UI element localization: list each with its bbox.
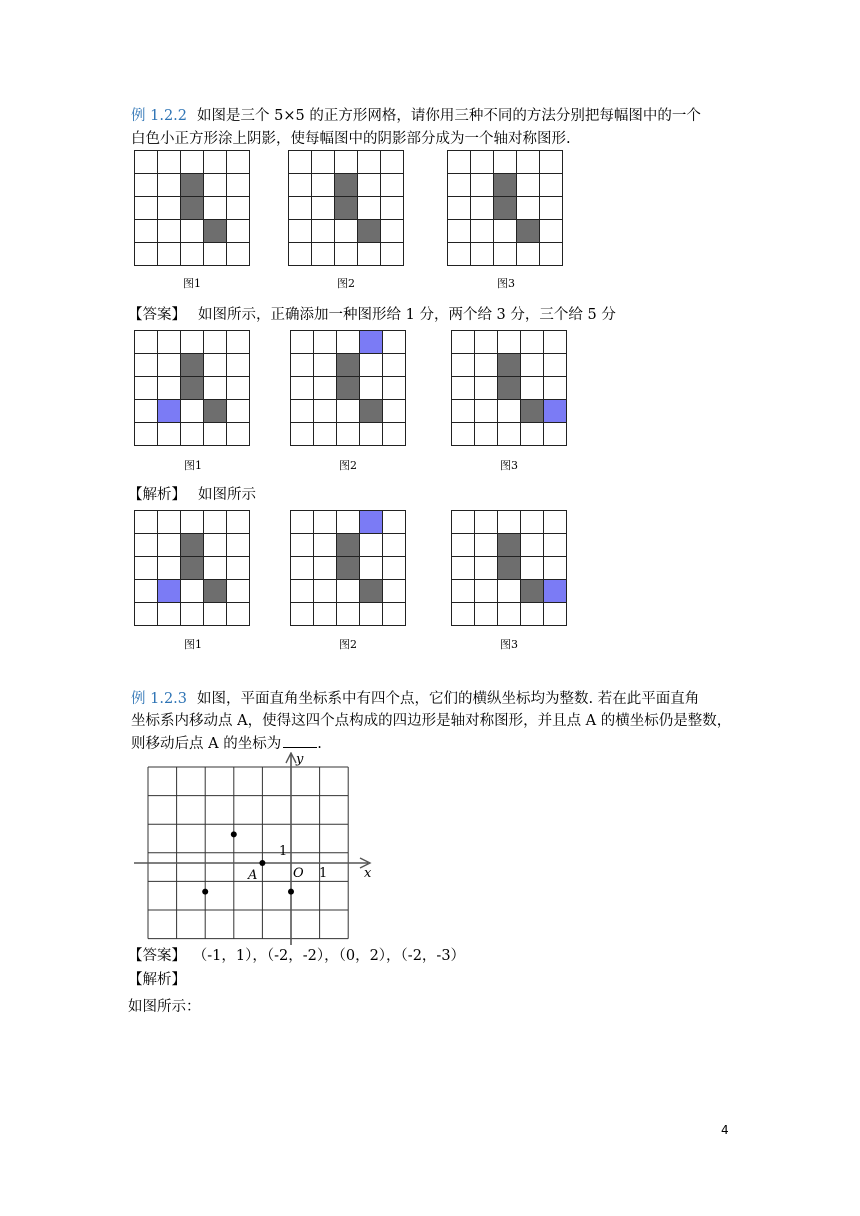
grid-cell [494,220,517,243]
y-unit-label: 1 [279,844,288,859]
grid-cell [540,243,563,266]
grid-cell [289,243,312,266]
grid-cell [544,423,567,446]
grid-cell [314,354,337,377]
grid-cell [135,400,158,423]
grid-cell-shaded [498,377,521,400]
grid-cell [227,354,250,377]
point-a-label: A [248,868,258,883]
grid-cell [158,534,181,557]
grid-cell [314,331,337,354]
grid-cell [383,603,406,626]
grid-cell [517,174,540,197]
x-axis [134,858,370,868]
grid-cell [227,377,250,400]
grid-cell [291,400,314,423]
grid-cell [452,400,475,423]
grid-cell [544,377,567,400]
analysis-caption-2: 图2 [339,638,357,651]
grid-cell [158,151,181,174]
grid-cell-shaded [335,174,358,197]
grid-cell-shaded [204,220,227,243]
grid-cell [452,557,475,580]
grid-cell [204,331,227,354]
grid-cell [158,243,181,266]
grid-cell [475,557,498,580]
grid-cell [312,151,335,174]
grid-cell [475,354,498,377]
grid-cell-shaded [494,174,517,197]
analysis-222-line [128,485,256,505]
grid-cell [498,603,521,626]
grid-cell [498,331,521,354]
grid-cell [135,557,158,580]
grid-cell [312,174,335,197]
grid-cell [475,423,498,446]
grid-cell [475,534,498,557]
grid-cell-shaded [521,580,544,603]
grid-cell [291,354,314,377]
grid-cell [181,511,204,534]
grid-cell [452,534,475,557]
grid-cell [204,603,227,626]
grid-cell-shaded [498,557,521,580]
grid-cell [381,197,404,220]
question-caption-2: 图2 [337,277,355,290]
grid-cell [204,243,227,266]
grid-cell [540,151,563,174]
grid-cell [540,220,563,243]
answer-grid-3 [451,330,567,446]
grid-cell [181,331,204,354]
grid-cell [475,400,498,423]
grid-cell [158,377,181,400]
example-222-line-1 [131,106,701,126]
grid-cell [337,580,360,603]
grid-cell [448,197,471,220]
grid-cell [335,151,358,174]
answer-223-label: 【答案】 [128,948,186,964]
example-223-label: 例 1.2.3 [131,691,188,707]
answer-222-line [128,305,616,325]
answer-caption-2: 图2 [339,459,357,472]
analysis-caption-3: 图3 [500,638,518,651]
grid-cell [544,354,567,377]
grid-cell-shaded [358,220,381,243]
example-223-text-3: 则移动后点 A 的坐标为 [131,736,282,752]
question-caption-3: 图3 [497,277,515,290]
grid-cell [227,603,250,626]
grid-cell-shaded [360,400,383,423]
grid-cell [517,151,540,174]
grid-cell-shaded [494,197,517,220]
y-axis [286,753,296,945]
grid-cell [337,423,360,446]
grid-cell [383,377,406,400]
grid-cell [314,580,337,603]
grid-cell [494,243,517,266]
grid-cell [291,423,314,446]
grid-cell [381,174,404,197]
example-223-line-1 [131,689,699,709]
grid-cell [135,580,158,603]
question-grid-3 [447,150,563,266]
grid-cell [314,423,337,446]
grid-cell [452,580,475,603]
grid-cell-added [544,400,567,423]
grid-cell [383,557,406,580]
grid-cell [475,377,498,400]
grid-cell [381,243,404,266]
grid-cell [227,400,250,423]
grid-cell-shaded [337,534,360,557]
grid-cell [289,197,312,220]
grid-cell [383,511,406,534]
grid-cell [181,243,204,266]
grid-cell [135,331,158,354]
grid-cell-shaded [498,354,521,377]
grid-cell [475,603,498,626]
answer-grid-1 [134,330,250,446]
analysis-223-text: 如图所示： [128,999,201,1015]
grid-cell [452,511,475,534]
analysis-222-text: 如图所示 [198,487,256,503]
coordinate-plane [128,752,388,952]
plot-point [288,889,294,895]
grid-cell [158,197,181,220]
grid-cell [498,580,521,603]
grid-cell [227,423,250,446]
grid-cell [158,557,181,580]
plot-point [231,831,237,837]
grid-cell [358,197,381,220]
grid-cell [471,151,494,174]
grid-cell [227,534,250,557]
grid-cell [381,151,404,174]
grid-cell [227,151,250,174]
grid-cell [158,220,181,243]
grid-cell [381,220,404,243]
grid-cell [181,603,204,626]
grid-cell [360,377,383,400]
example-223-text-1: 如图，平面直角坐标系中有四个点，它们的横纵坐标均为整数. 若在此平面直角 [197,691,700,707]
grid-cell [135,174,158,197]
analysis-caption-1: 图1 [184,638,202,651]
grid-cell [360,603,383,626]
grid-cell [540,197,563,220]
grid-cell [135,243,158,266]
grid-cell [135,354,158,377]
grid-cell-shaded [360,580,383,603]
grid-cell-shaded [181,377,204,400]
answer-blank [283,733,317,748]
grid-cell [227,580,250,603]
grid-cell [204,423,227,446]
grid-cell-shaded [337,377,360,400]
grid-cell [158,511,181,534]
grid-cell [448,151,471,174]
grid-cell [471,220,494,243]
grid-cell [314,377,337,400]
example-222-text-1: 如图是三个 5×5 的正方形网格，请你用三种不同的方法分别把每幅图中的一个 [197,108,701,124]
grid-cell [291,580,314,603]
grid-cell [158,603,181,626]
grid-cell [337,400,360,423]
grid-cell [227,174,250,197]
grid-cell [358,243,381,266]
grid-cell [335,243,358,266]
grid-cell [475,331,498,354]
grid-cell [360,557,383,580]
answer-grid-2 [290,330,406,446]
analysis-222-label: 【解析】 [128,487,186,503]
question-caption-1: 图1 [183,277,201,290]
grid-cell [544,331,567,354]
grid-cell [291,534,314,557]
grid-cell [314,400,337,423]
grid-cell [181,580,204,603]
grid-cell [291,377,314,400]
grid-cell [498,511,521,534]
grid-cell [452,603,475,626]
grid-cell [471,174,494,197]
grid-cell [158,354,181,377]
grid-cell [452,423,475,446]
grid-cell [135,197,158,220]
analysis-grid-3 [451,510,567,626]
grid-cell [383,331,406,354]
grid-cell [360,534,383,557]
grid-cell [544,557,567,580]
grid-cell [204,151,227,174]
example-223-line-3 [131,733,322,754]
answer-222-text: 如图所示，正确添加一种图形给 1 分，两个给 3 分，三个给 5 分 [198,307,616,323]
grid-cell [312,220,335,243]
answer-caption-1: 图1 [184,459,202,472]
example-223-line-2: 坐标系内移动点 A，使得这四个点构成的四边形是轴对称图形，并且点 A 的横坐标仍是整数， [131,713,732,729]
grid-cell [314,603,337,626]
grid-cell [383,580,406,603]
x-axis-label: x [364,866,372,881]
grid-cell [227,557,250,580]
example-223-text-3-end: . [317,736,322,752]
grid-cell [135,377,158,400]
grid-cell [181,423,204,446]
grid-cell [135,151,158,174]
grid-cell [227,243,250,266]
y-axis-label: y [296,752,304,767]
grid-cell-shaded [181,197,204,220]
grid-cell-added [158,580,181,603]
grid-cell [475,511,498,534]
answer-223-text: （-1，1），（-2，-2），（0，2），（-2，-3） [200,948,466,964]
grid-cell [544,511,567,534]
grid-cell [204,511,227,534]
question-grid-2 [288,150,404,266]
grid-cell-shaded [181,534,204,557]
grid-cell [360,423,383,446]
grid-cell [181,220,204,243]
answer-caption-3: 图3 [500,459,518,472]
grid-cell [204,534,227,557]
grid-cell [158,423,181,446]
grid-cell [181,151,204,174]
grid-cell-shaded [204,580,227,603]
example-222-line-2: 白色小正方形涂上阴影，使每幅图中的阴影部分成为一个轴对称图形. [131,131,571,147]
grid-cell [360,354,383,377]
grid-cell [471,243,494,266]
grid-cell [204,557,227,580]
grid-cell [358,151,381,174]
grid-cell [204,174,227,197]
grid-cell [521,354,544,377]
grid-cell [521,603,544,626]
analysis-grid-2 [290,510,406,626]
grid-cell-added [158,400,181,423]
grid-cell [358,174,381,197]
grid-cell [158,174,181,197]
grid-cell [448,174,471,197]
grid-cell [337,331,360,354]
grid-cell [337,511,360,534]
grid-cell [227,197,250,220]
grid-cell-added [544,580,567,603]
origin-label: O [293,866,304,881]
plot-point [202,889,208,895]
x-unit-label: 1 [319,866,328,881]
grid-cell-added [360,511,383,534]
grid-cell [135,423,158,446]
grid-cell [135,511,158,534]
grid-cell-shaded [335,197,358,220]
grid-cell [291,603,314,626]
example-222-label: 例 1.2.2 [131,108,188,124]
grid-cell [521,511,544,534]
grid-cell [521,377,544,400]
grid-cell [291,511,314,534]
grid-cell [291,557,314,580]
grid-cell-added [360,331,383,354]
grid-cell [521,557,544,580]
answer-223-line [128,946,465,966]
grid-cell [544,603,567,626]
question-grid-1 [134,150,250,266]
grid-cell [448,220,471,243]
grid-cell [158,331,181,354]
grid-cell [521,423,544,446]
grid-cell [289,220,312,243]
grid-cell-shaded [337,354,360,377]
grid-cell-shaded [498,534,521,557]
grid-cell [521,534,544,557]
grid-cell [498,423,521,446]
grid-cell-shaded [181,557,204,580]
grid-cell [383,354,406,377]
coordinate-grid [148,767,348,939]
grid-cell [204,377,227,400]
grid-cell [314,511,337,534]
grid-cell [135,534,158,557]
grid-cell-shaded [521,400,544,423]
grid-cell [452,331,475,354]
grid-cell-shaded [204,400,227,423]
grid-cell [227,511,250,534]
grid-cell-shaded [517,220,540,243]
grid-cell [291,331,314,354]
grid-cell [383,423,406,446]
grid-cell [135,603,158,626]
grid-cell [312,243,335,266]
grid-cell-shaded [337,557,360,580]
grid-cell [517,243,540,266]
grid-cell [471,197,494,220]
grid-cell [383,534,406,557]
grid-cell [289,151,312,174]
grid-cell [540,174,563,197]
grid-cell [494,151,517,174]
grid-cell-shaded [181,354,204,377]
grid-cell [475,580,498,603]
grid-cell [452,354,475,377]
grid-cell [448,243,471,266]
plot-point [259,860,265,866]
analysis-grid-1 [134,510,250,626]
analysis-223-label: 【解析】 [128,972,186,988]
grid-cell [498,400,521,423]
grid-cell [181,400,204,423]
grid-cell [337,603,360,626]
grid-cell [383,400,406,423]
grid-cell [335,220,358,243]
grid-cell [204,197,227,220]
page-number: 4 [721,1123,729,1137]
grid-cell [312,197,335,220]
grid-cell [452,377,475,400]
answer-222-label: 【答案】 [128,307,186,323]
grid-cell [204,354,227,377]
grid-cell [314,534,337,557]
grid-cell [227,220,250,243]
grid-cell [521,331,544,354]
grid-cell [544,534,567,557]
grid-cell [314,557,337,580]
grid-cell [227,331,250,354]
grid-cell [289,174,312,197]
grid-cell-shaded [181,174,204,197]
grid-cell [517,197,540,220]
grid-cell [135,220,158,243]
